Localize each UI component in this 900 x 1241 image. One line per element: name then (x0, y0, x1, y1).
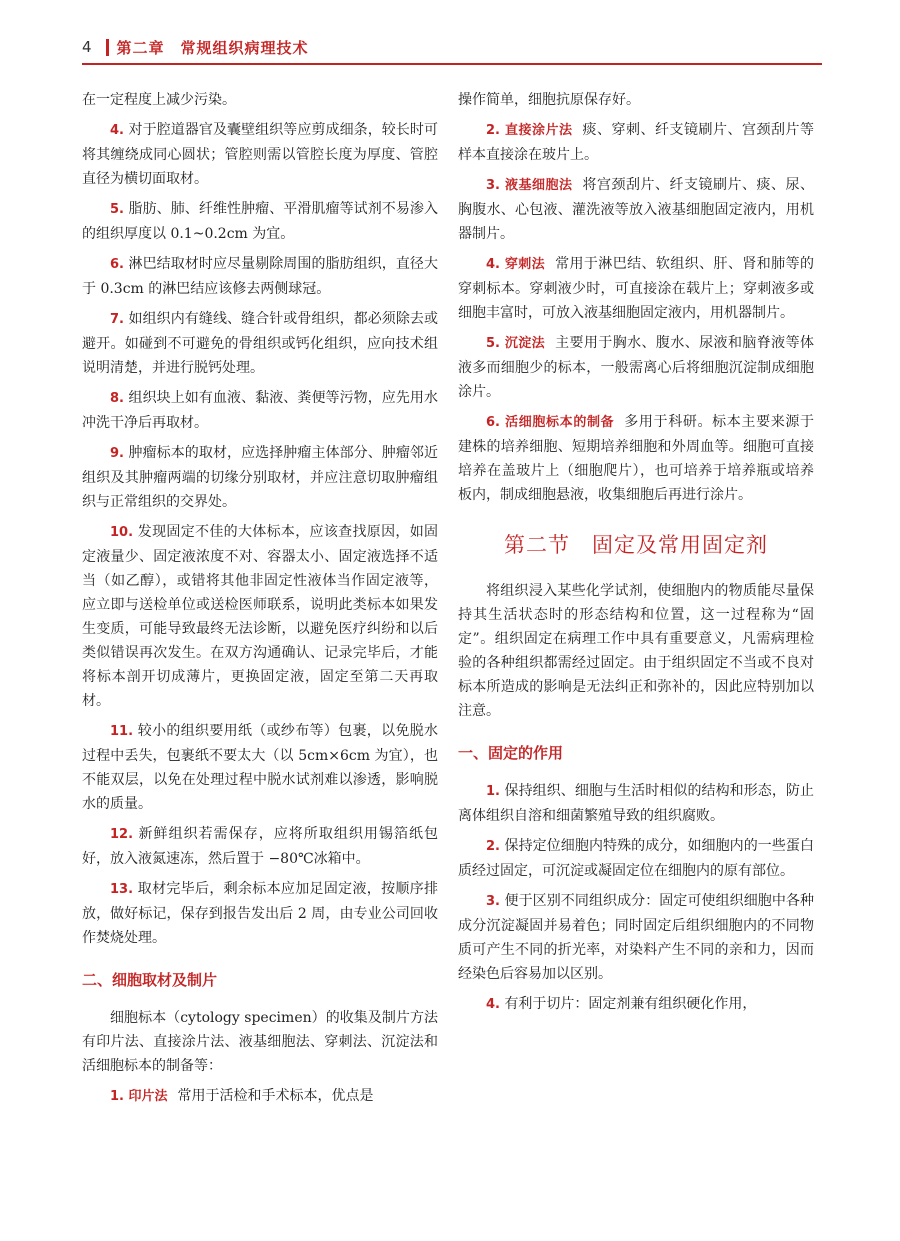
list-item (82, 386, 438, 435)
item-text: 取材完毕后，剩余标本应加足固定液，按顺序排放，做好标记，保存到报告发出后 2 周，由专业公司回收作焚烧处理。 (82, 881, 439, 946)
item-number: 5. (110, 202, 124, 217)
section-name: 固定及常用固定剂 (592, 533, 768, 557)
item-number: 5. (486, 336, 500, 351)
list-item (458, 834, 814, 883)
page-number: 4 (82, 38, 92, 56)
item-number: 12. (110, 827, 134, 842)
paragraph: 在一定程度上减少污染。 (82, 92, 236, 108)
item-heading: 沉淀法 (504, 336, 546, 351)
item-text: 脂肪、肺、纤维性肿瘤、平滑肌瘤等试剂不易渗入的组织厚度以 0.1~0.2cm 为宜。 (82, 201, 439, 242)
item-text: 对于腔道器官及囊壁组织等应剪成细条，较长时可将其缠绕成同心圆状；管腔则需以管腔长度为厚度、管腔直径为横切面取材。 (82, 122, 439, 187)
item-heading: 穿刺法 (504, 257, 546, 272)
item-number: 3. (486, 178, 500, 193)
item-heading: 液基细胞法 (504, 178, 573, 193)
list-item (458, 173, 814, 246)
item-text: 痰、穿刺、纤支镜刷片、宫颈刮片等样本直接涂在玻片上。 (458, 122, 814, 163)
item-number: 3. (486, 894, 500, 909)
list-item (458, 992, 814, 1017)
item-number: 1. (110, 1089, 124, 1104)
item-text: 较小的组织要用纸（或纱布等）包裹，以免脱水过程中丢失，包裹纸不要太大（以 5cm×6cm 为宜），也不能双层，以免在处理过程中脱水试剂难以渗透，影响脱水的质量。 (82, 723, 439, 812)
list-item (82, 1084, 438, 1109)
item-text: 保持定位细胞内特殊的成分，如细胞内的一些蛋白质经过固定，可沉淀或凝固定位在细胞内的原有部位。 (458, 838, 815, 879)
item-text: 新鲜组织若需保存，应将所取组织用锡箔纸包好，放入液氮速冻，然后置于 −80℃冰箱中。 (82, 826, 439, 867)
item-number: 4. (486, 257, 500, 272)
list-item (82, 197, 438, 246)
item-text: 组织块上如有血液、黏液、粪便等污物，应先用水冲洗干净后再取材。 (82, 390, 439, 431)
item-text: 淋巴结取材时应尽量剔除周围的脂肪组织，直径大于 0.3cm 的淋巴结应该修去两侧球冠。 (82, 256, 439, 297)
item-heading: 印片法 (128, 1089, 168, 1104)
header-divider (106, 39, 109, 56)
item-text: 如组织内有缝线、缝合针或骨组织，都必须除去或避开。如碰到不可避免的骨组织或钙化组织，应向技术组说明清楚，并进行脱钙处理。 (82, 311, 439, 376)
list-item (82, 877, 438, 950)
item-number: 10. (110, 525, 134, 540)
paragraph: 将组织浸入某些化学试剂，使细胞内的物质能尽量保持其生活状态时的形态结构和位置，这一过程称为“固定”。组织固定在病理工作中具有重要意义，凡需病理检验的各种组织都需经过固定。由于组织固定不当或不良对标本所造成的影响是无法纠正和弥补的，因此应特别加以注意。 (458, 583, 814, 719)
left-column (82, 88, 438, 1115)
item-text: 发现固定不佳的大体标本，应该查找原因，如固定液量少、固定液浓度不对、容器太小、固定液选择不适当（如乙醇），或错将其他非固定性液体当作固定液等，应立即与送检单位或送检医师联系，说明此类标本如果发生变质，可能导致最终无法诊断，以避免医疗纠纷和以后类似错误再次发生。在双方沟通确认、记录完毕后，才能将标本剖开切成薄片，更换固定液，固定至第二天再取材。 (82, 524, 439, 709)
right-column (458, 88, 814, 1023)
section-number: 第二节 (504, 533, 570, 557)
item-number: 2. (486, 839, 500, 854)
item-number: 11. (110, 724, 134, 739)
paragraph: 操作简单，细胞抗原保存好。 (458, 92, 640, 108)
paragraph: 细胞标本（cytology specimen）的收集及制片方法有印片法、直接涂片法、液基细胞法、穿刺法、沉淀法和活细胞标本的制备等： (82, 1010, 438, 1074)
item-heading: 活细胞标本的制备 (505, 415, 615, 430)
list-item (458, 889, 814, 986)
item-text: 多用于科研。标本主要来源于建株的培养细胞、短期培养细胞和外周血等。细胞可直接培养在盖玻片上（细胞爬片），也可培养于培养瓶或培养板内，制成细胞悬液，收集细胞后再进行涂片。 (458, 414, 815, 503)
item-text: 常用于淋巴结、软组织、肝、肾和肺等的穿刺标本。穿刺液少时，可直接涂在载片上；穿刺液多或细胞丰富时，可放入液基细胞固定液内，用机器制片。 (458, 256, 814, 321)
section-title (458, 533, 814, 557)
item-text: 将宫颈刮片、纤支镜刷片、痰、尿、胸腹水、心包液、灌洗液等放入液基细胞固定液内，用机器制片。 (458, 177, 814, 242)
list-item (82, 822, 438, 871)
chapter-title: 第二章 常规组织病理技术 (116, 38, 309, 57)
subsection-heading: 一、固定的作用 (458, 744, 564, 762)
item-text: 主要用于胸水、腹水、尿液和脑脊液等体液多而细胞少的标本，一般需离心后将细胞沉淀制成细胞涂片。 (458, 335, 814, 400)
item-number: 4. (486, 997, 500, 1012)
item-text: 常用于活检和手术标本，优点是 (177, 1088, 374, 1104)
section-heading: 二、细胞取材及制片 (82, 971, 218, 989)
item-heading: 直接涂片法 (504, 123, 573, 138)
list-item (458, 331, 814, 404)
list-item (458, 779, 814, 828)
item-text: 便于区别不同组织成分：固定可使组织细胞中各种成分沉淀凝固并易着色；同时固定后组织细胞内的不同物质可产生不同的折光率，对染料产生不同的亲和力，因而经染色后容易加以区别。 (458, 893, 815, 982)
item-number: 9. (110, 446, 124, 461)
item-number: 4. (110, 123, 124, 138)
item-number: 7. (110, 312, 124, 327)
list-item (82, 307, 438, 380)
item-text: 保持组织、细胞与生活时相似的结构和形态，防止离体组织自溶和细菌繁殖导致的组织腐败。 (458, 783, 815, 824)
list-item (82, 520, 438, 713)
list-item (458, 410, 814, 507)
item-number: 2. (486, 123, 500, 138)
item-number: 8. (110, 391, 124, 406)
list-item (82, 252, 438, 301)
item-number: 1. (486, 784, 500, 799)
header-rule (82, 63, 822, 65)
item-number: 6. (486, 415, 500, 430)
list-item (82, 118, 438, 191)
list-item (82, 441, 438, 514)
item-number: 13. (110, 882, 134, 897)
item-number: 6. (110, 257, 124, 272)
list-item (82, 719, 438, 816)
list-item (458, 252, 814, 325)
running-header (82, 34, 822, 60)
item-text: 有利于切片：固定剂兼有组织硬化作用， (504, 996, 757, 1012)
item-text: 肿瘤标本的取材，应选择肿瘤主体部分、肿瘤邻近组织及其肿瘤两端的切缘分别取材，并应注意切取肿瘤组织与正常组织的交界处。 (82, 445, 439, 510)
list-item (458, 118, 814, 167)
